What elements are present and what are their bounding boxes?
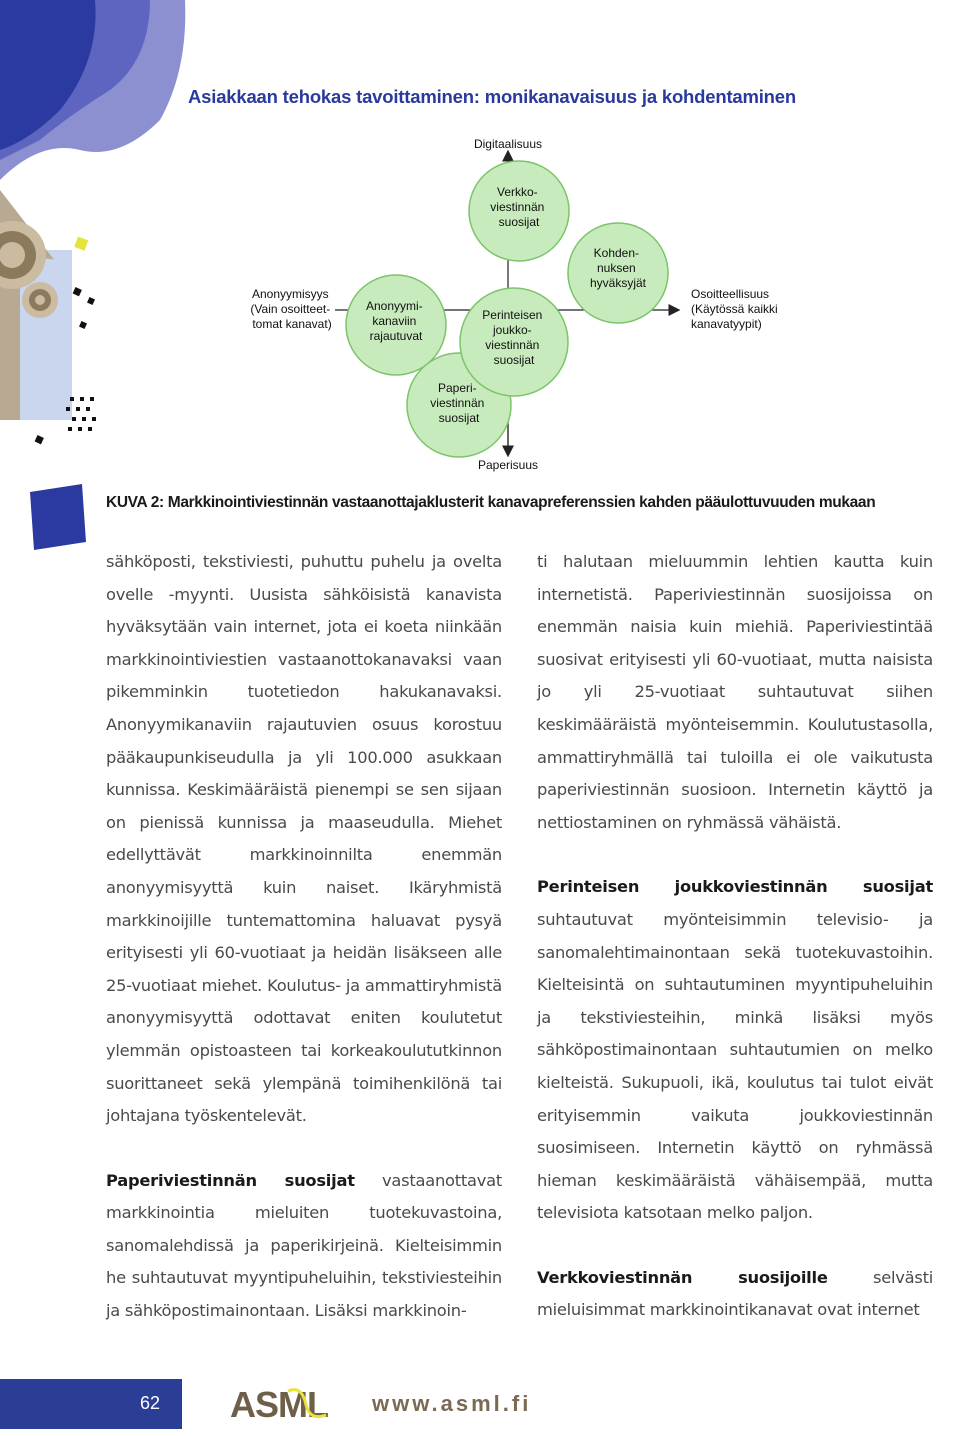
svg-text:Verkko- viestinnän: Verkko- viestinnän suosijat [490, 185, 545, 229]
svg-text:Perinteisen joukko-: Perinteisen joukko- viestinnän suosijat [482, 308, 543, 367]
paragraph: Verkkoviestinnän suosijoille selvästi mieluisimmat markkinointikanavat ovat internet [537, 1267, 933, 1320]
page-title: Asiakkaan tehokas tavoittaminen: monikanavaisuus ja kohdentaminen [188, 86, 796, 107]
paragraph: Perinteisen joukkoviestinnän suosijat suhtautuvat myönteisimmin televisio- ja sanomalehtimainontaan sekä tuotekuvastoihin. Kielteisintä on suhtautuminen myyntipuheluihin ja tekstiviesteihin, minkä lisäksi myös sähköpostimainontaan suhtautumien on melko kielteistä. Sukupuoli, ikä, koulutus tai tulot eivät erityisemmin vaikuta joukkoviestinnän suosimiseen. Internetin käyttö on ryhmässä hieman keskimääräistä vähäisempää, mutta televisiota katsotaan melko paljon. [537, 877, 933, 1223]
svg-text:Kohden- nuksen hyv: Kohden- nuksen hyväksyjät [589, 246, 647, 290]
paragraph-heading: Paperiviestinnän suosijat [106, 1170, 355, 1190]
site-url[interactable]: www.asml.fi [372, 1391, 532, 1416]
decorative-graphic [0, 0, 200, 560]
paragraph: sähköposti, tekstiviesti, puhuttu puhelu ja ovelta ovelle -myynti. Uusista sähköisistä kanavista hyväksytään vain internet, jota ei koeta niinkään markkinointiviestien vastaanottokanavaksi vaan pikemminkin tuotetiedon hakukanavaksi. Anonyymikanaviin rajautuvien osuus korostuu pääkaupunkiseudulla ja yli 100.000 asukkaan kunnissa. Keskimääräistä pienempi se sen sijaan on pienissä kunnissa ja maaseudulla. Miehet edellyttävät markkinoinnilta enemmän anonyymisyyttä kuin naiset. Ikäryhmistä markkinoijille tuntemattomina haluavat pysyä erityisesti yli 60-vuotiaat ja heidän lisäkseen alle 25-vuotiaat miehet. Koulutus- ja ammattiryhmistä anonyymisyyttä odottavat eniten koulutetut ylemmän opistoasteen tai korkeakoulututkinnon suorittaneet sekä ylempänä toimihenkilönä tai johtajana työskentelevät. [106, 552, 502, 1126]
cluster-verkko [469, 161, 569, 261]
cluster-diagram [240, 130, 800, 480]
text-column-left [106, 546, 502, 1328]
paragraph: Paperiviestinnän suosijat vastaanottavat markkinointia mieluiten tuotekuvastoina, sanomalehdissä ja paperikirjeinä. Kielteisimmin he suhtautuvat myyntipuheluihin, tekstiviesteihin ja sähköpostimainontaan. Lisäksi markkinoin- [106, 1170, 502, 1321]
axis-bottom-label: Paperisuus [477, 458, 539, 472]
svg-text:ASML: ASML [230, 1384, 328, 1425]
cluster-paperi-label: Paperi- viestinnän suosijat [430, 381, 485, 425]
paragraph: ti halutaan mieluummin lehtien kautta kuin internetistä. Paperiviestinnän suosijoissa on enemmän naisia kuin miehiä. Paperiviestintää suosivat erityisesti yli 60-vuotiaat, mutta naisista jo yli 25-vuotiaat suhtautuvat siihen keskimääräistä myönteisemmin. Koulutustasolla, ammattiryhmällä tai tuloilla ei ole vaikutusta paperiviestinnän suosioon. Internetin käyttö ja nettiostaminen on ryhmässä vähäistä. [537, 552, 933, 832]
cluster-perinteinen [460, 288, 568, 396]
page-number: 62 [140, 1393, 161, 1413]
cluster-anonyymi [346, 275, 446, 375]
axis-left-label: Anonyymisyys (Vain osoitteet- tomat kanavat) [250, 287, 332, 331]
axis-right-label: Osoitteellisuus (Käytössä kaikki kanavatyypit) [691, 287, 778, 331]
axis-top-label: Digitaalisuus [473, 137, 543, 151]
paragraph-heading: Verkkoviestinnän suosijoille [537, 1267, 828, 1287]
svg-text:Anonyymi- kanaviin: Anonyymi- kanaviin rajautuvat [365, 299, 423, 343]
asml-logo [230, 1379, 360, 1429]
text-column-right [537, 546, 933, 1327]
cluster-kohdennus [568, 223, 668, 323]
paragraph-heading: Perinteisen joukkoviestinnän suosijat [537, 877, 933, 897]
figure-caption: KUVA 2: Markkinointiviestinnän vastaanottajaklusterit kanavapreferenssien kahden pääulottuvuuden mukaan [106, 494, 876, 511]
